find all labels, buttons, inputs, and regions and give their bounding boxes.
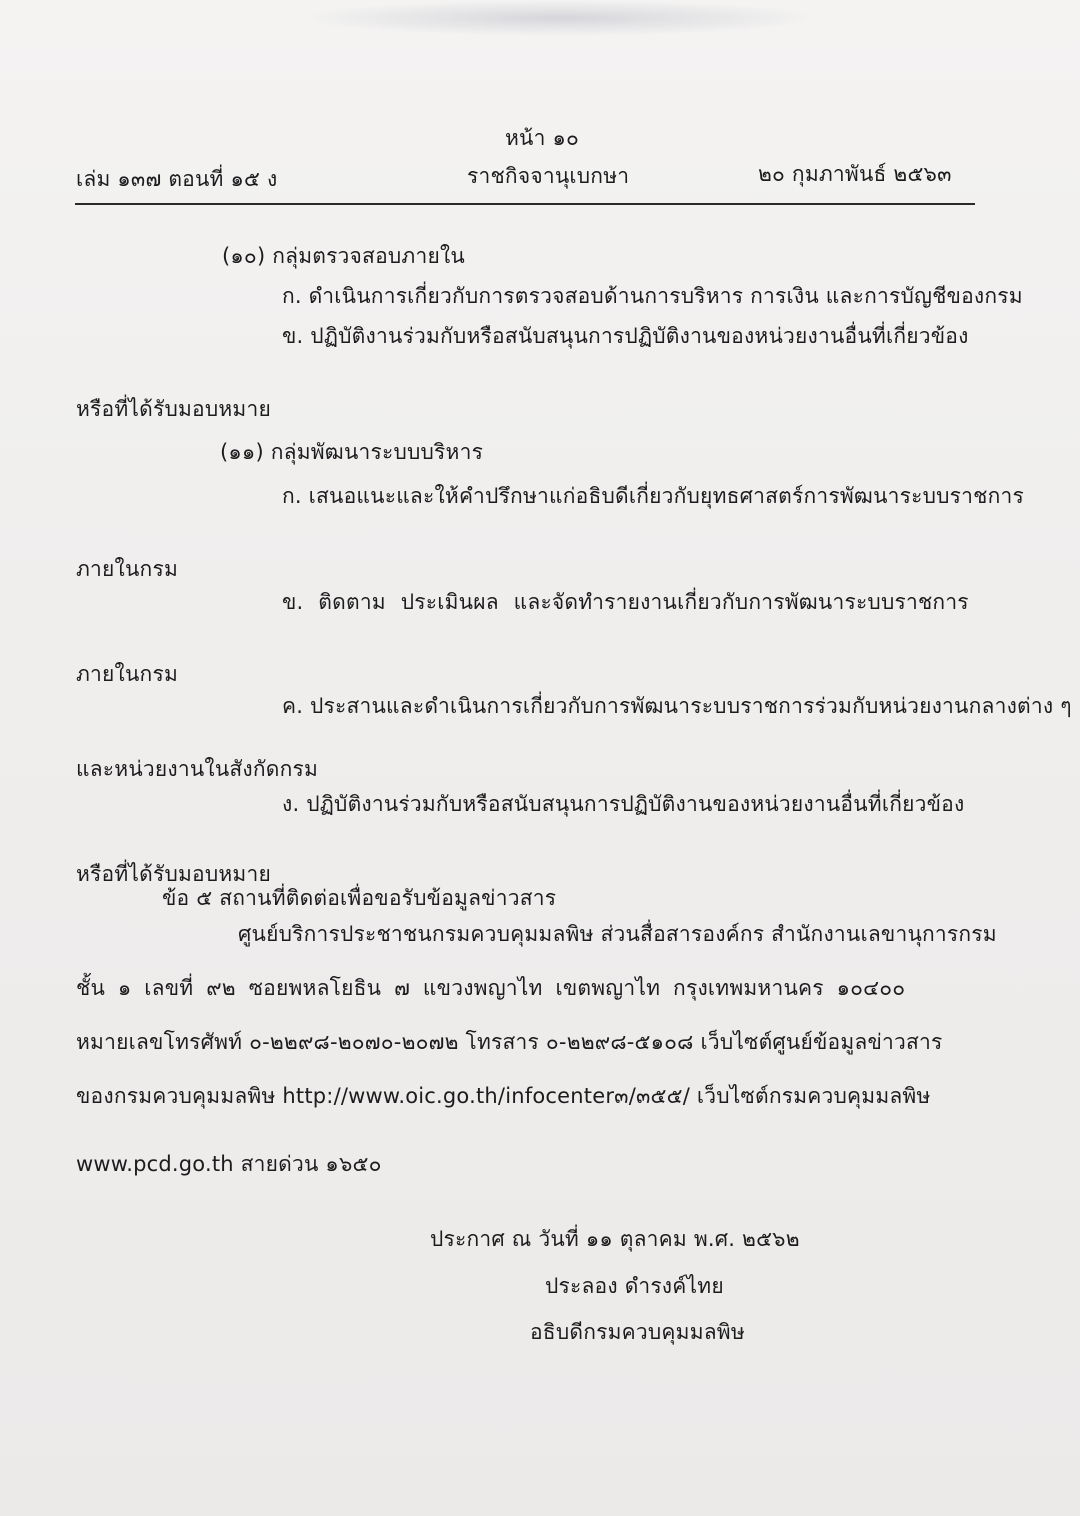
section-11-item-a: ก. เสนอแนะและให้คำปรึกษาแก่อธิบดีเกี่ยวกับยุทธศาสตร์การพัฒนาระบบราชการ — [282, 484, 1024, 508]
section-11-item-d: ง. ปฏิบัติงานร่วมกับหรือสนับสนุนการปฏิบัติงานของหน่วยงานอื่นที่เกี่ยวข้อง — [282, 792, 965, 816]
section-11-item-c: ค. ประสานและดำเนินการเกี่ยวกับการพัฒนาระบบราชการร่วมกับหน่วยงานกลางต่าง ๆ — [282, 694, 1072, 718]
section-11-item-d-cont: หรือที่ได้รับมอบหมาย — [76, 862, 271, 886]
contact-line-1: ศูนย์บริการประชาชนกรมควบคุมมลพิษ ส่วนสื่อสารองค์กร สำนักงานเลขานุการกรม — [238, 922, 997, 946]
section-11-item-c-cont: และหน่วยงานในสังกัดกรม — [76, 757, 319, 781]
publication-date: ๒๐ กุมภาพันธ์ ๒๕๖๓ — [758, 162, 952, 186]
contact-line-5: www.pcd.go.th สายด่วน ๑๖๕๐ — [76, 1152, 382, 1176]
publication-name: ราชกิจจานุเบกษา — [467, 164, 630, 188]
section-10-item-a: ก. ดำเนินการเกี่ยวกับการตรวจสอบด้านการบริหาร การเงิน และการบัญชีของกรม — [282, 284, 1023, 308]
signatory-title: อธิบดีกรมควบคุมมลพิษ — [530, 1320, 745, 1344]
section-11-title: (๑๑) กลุ่มพัฒนาระบบบริหาร — [220, 440, 484, 464]
section-10-item-b: ข. ปฏิบัติงานร่วมกับหรือสนับสนุนการปฏิบัติงานของหน่วยงานอื่นที่เกี่ยวข้อง — [282, 324, 969, 348]
clause-5-title: ข้อ ๕ สถานที่ติดต่อเพื่อขอรับข้อมูลข่าวสาร — [162, 886, 557, 910]
contact-line-3: หมายเลขโทรศัพท์ ๐-๒๒๙๘-๒๐๗๐-๒๐๗๒ โทรสาร ๐-๒๒๙๘-๕๑๐๘ เว็บไซต์ศูนย์ข้อมูลข่าวสาร — [76, 1030, 943, 1054]
section-11-item-a-cont: ภายในกรม — [76, 557, 178, 581]
volume-issue: เล่ม ๑๓๗ ตอนที่ ๑๕ ง — [76, 167, 278, 191]
page-number: หน้า ๑๐ — [505, 126, 580, 150]
header-rule — [75, 203, 975, 205]
signatory-name: ประลอง ดำรงค์ไทย — [545, 1274, 724, 1298]
announcement-date: ประกาศ ณ วันที่ ๑๑ ตุลาคม พ.ศ. ๒๕๖๒ — [430, 1227, 800, 1251]
contact-line-2: ชั้น ๑ เลขที่ ๙๒ ซอยพหลโยธิน ๗ แขวงพญาไท เขตพญาไท กรุงเทพมหานคร ๑๐๔๐๐ — [76, 976, 906, 1000]
contact-line-4: ของกรมควบคุมมลพิษ http://www.oic.go.th/infocenter๓/๓๕๕/ เว็บไซต์กรมควบคุมมลพิษ — [76, 1084, 931, 1108]
scan-smudge — [300, 0, 820, 36]
section-10-item-b-cont: หรือที่ได้รับมอบหมาย — [76, 397, 271, 421]
section-11-item-b: ข. ติดตาม ประเมินผล และจัดทำรายงานเกี่ยวกับการพัฒนาระบบราชการ — [282, 590, 969, 614]
section-11-item-b-cont: ภายในกรม — [76, 662, 178, 686]
section-10-title: (๑๐) กลุ่มตรวจสอบภายใน — [222, 244, 465, 268]
